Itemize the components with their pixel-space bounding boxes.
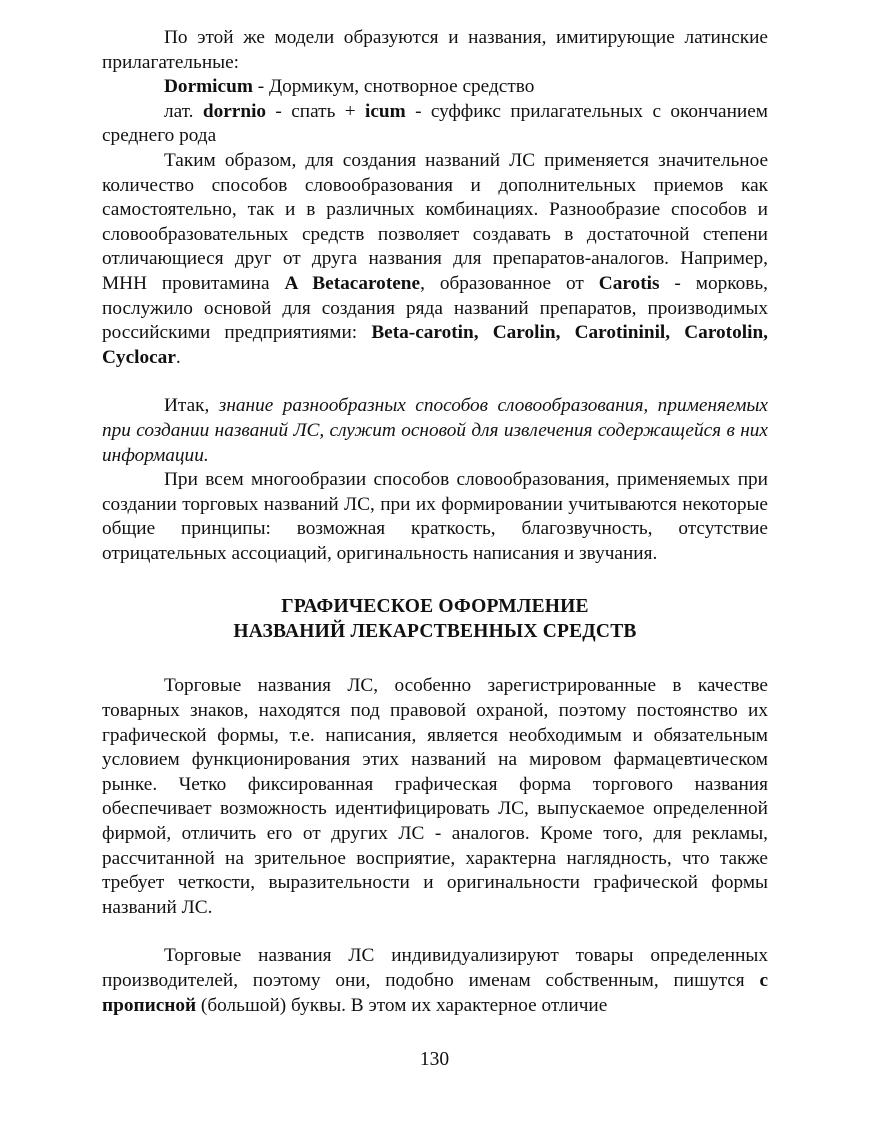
section-heading: ГРАФИЧЕСКОЕ ОФОРМЛЕНИЕ НАЗВАНИЙ ЛЕКАРСТВЕННЫХ СРЕДСТВ <box>233 596 637 643</box>
conclusion-italic: знание разнообразных способов словообразования, применяемых при создании названий ЛС, служит основой для извлечения содержащейся в них информации. <box>102 395 768 466</box>
drug-names-list: Beta-carotin, Carolin, Carotininil, Carotolin, Cyclocar <box>102 322 768 368</box>
term-dormicum: Dormicum <box>164 76 253 98</box>
example-dormicum: Dormicum - Дормикум, снотворное средство <box>164 76 535 98</box>
paragraph-methods: Таким образом, для создания названий ЛС применяется значительное количество способов словообразования и дополнительных приемов как самостоятельно, так и в различных комбинациях. Разнообразие способов и словообразовательных средств позволяет создавать в достаточной степени отличающиеся друг от друга названия для препаратов-аналогов. Например, МНН провитамина A Betacarotene, образованное от Carotis - морковь, послужило основой для создания ряда названий препаратов, производимых российскими предприятиями: Beta-carotin, Carolin, Carotininil, Carotolin, Cyclocar. <box>102 149 768 368</box>
page-number: 130 <box>419 1049 450 1070</box>
paragraph-capitalization: Торговые названия ЛС индивидуализируют товары определенных производителей, поэтому они, подобно именам собственным, пишутся с прописной (большой) буквы. В этом их характерное отличие <box>102 945 768 1016</box>
paragraph-latin-adjectives: По этой же модели образуются и названия, имитирующие латинские прилагательные: <box>102 27 768 73</box>
paragraph-conclusion: Итак, знание разнообразных способов словообразования, применяемых при создании названий ЛС, служит основой для извлечения содержащейся в них информации. <box>102 395 768 466</box>
term-capital-letter: с прописной <box>102 970 768 1016</box>
term-dorrnio: dorrnio <box>202 100 267 122</box>
etymology-line: лат. dorrnio - спать + icum - суффикс прилагательных с окончанием среднего рода <box>102 100 769 147</box>
page-body <box>102 26 768 1018</box>
paragraph-principles: При всем многообразии способов словообразования, применяемых при создании торговых названий ЛС, при их формировании учитываются некоторые общие принципы: возможная краткость, благозвучность, отсутствие отрицательных ассоциаций, оригинальность написания и звучания. <box>102 469 768 564</box>
paragraph-trade-names: Торговые названия ЛС, особенно зарегистрированные в качестве товарных знаков, находятся под правовой охраной, поэтому постоянство их графической формы, т.е. написания, является необходимым и обязательным условием функционирования этих названий на мировом фармацевтическом рынке. Четко фиксированная графическая форма торгового названия обеспечивает возможность идентифицировать ЛС, выпускаемое определенной фирмой, отличить его от других ЛС - аналогов. Кроме того, для рекламы, рассчитанной на зрительное восприятие, характерна наглядность, что также требует четкости, выразительности и оригинальности графической формы названий ЛС. <box>102 675 768 918</box>
term-betacarotene: A Betacarotene <box>284 272 421 294</box>
term-carotis: Carotis <box>598 272 660 294</box>
term-icum: icum <box>365 100 406 122</box>
